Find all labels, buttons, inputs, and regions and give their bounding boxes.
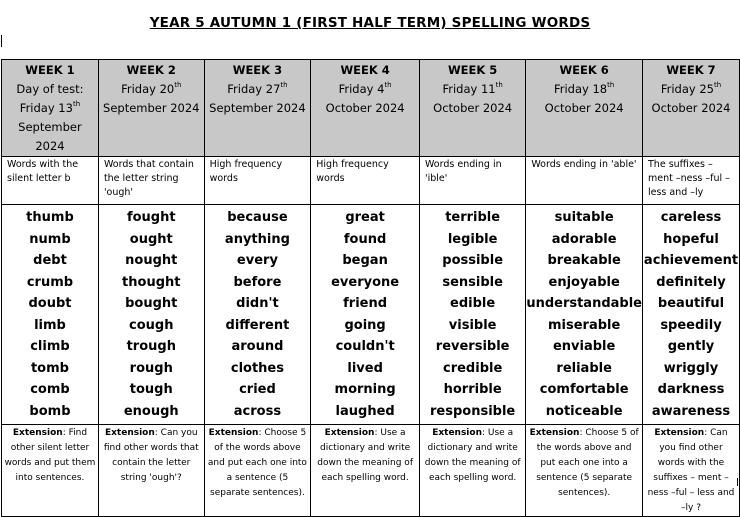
- date-text: September 2024: [103, 101, 200, 115]
- week-3-date-line: [205, 99, 311, 118]
- week-6-words: [526, 205, 643, 425]
- spelling-word: bought: [125, 296, 178, 311]
- spelling-word: because: [227, 210, 288, 225]
- spelling-word: reliable: [556, 360, 612, 376]
- week-1-words: [2, 205, 99, 425]
- spelling-word: darkness: [657, 382, 725, 397]
- week-7-words: [643, 205, 740, 425]
- extension-label: Extension: [208, 428, 259, 438]
- week-4-header: [311, 60, 420, 157]
- spelling-word: thumb: [26, 210, 74, 225]
- spelling-word: couldn't: [335, 339, 395, 354]
- spelling-word: miserable: [547, 317, 621, 333]
- spelling-word: awareness: [651, 403, 731, 419]
- spelling-word: ought: [129, 231, 173, 247]
- spelling-word: speedily: [660, 317, 722, 333]
- extension-label: Extension: [529, 428, 580, 438]
- date-text: October 2024: [433, 101, 513, 115]
- date-ordinal-suffix: th: [495, 81, 503, 89]
- week-2-date-line: [99, 99, 204, 118]
- spelling-word: fought: [126, 210, 176, 225]
- date-ordinal-suffix: th: [607, 81, 615, 89]
- spelling-word: credible: [443, 360, 503, 376]
- date-text: Friday 4: [338, 82, 385, 96]
- week-4-words: [311, 205, 420, 425]
- date-text: Friday 18: [553, 82, 608, 96]
- extension-text: : Find other silent letter words and put them into sentences.: [4, 428, 96, 483]
- week-1-date-line: [2, 118, 98, 156]
- week-7-header: [643, 60, 740, 157]
- week-6-rule: Words ending in 'able': [526, 157, 643, 205]
- spelling-word: laughed: [335, 403, 395, 419]
- week-header-row: [2, 60, 740, 157]
- spelling-word: limb: [34, 317, 66, 333]
- week-5-header: [419, 60, 525, 157]
- extension-text: : Choose 5 of the words above and put each one into a sentence (5 separate sentences).: [207, 428, 307, 498]
- spelling-word: different: [225, 317, 290, 333]
- spelling-word: visible: [448, 317, 497, 333]
- spelling-word: tough: [129, 382, 173, 397]
- date-text: October 2024: [651, 101, 731, 115]
- spelling-word: suitable: [554, 210, 614, 225]
- spelling-word: found: [343, 231, 387, 247]
- spelling-word: rough: [129, 360, 173, 376]
- week-4-date-line: [311, 80, 419, 99]
- week-7-date-line: [643, 80, 739, 99]
- week-4-rule: High frequency words: [311, 157, 420, 205]
- week-2-header: [98, 60, 204, 157]
- spelling-word: comfortable: [539, 382, 629, 397]
- spelling-word: breakable: [547, 253, 621, 268]
- extension-label: Extension: [654, 428, 705, 438]
- date-text: October 2024: [325, 101, 405, 115]
- week-7-label: WEEK 7: [666, 63, 716, 77]
- date-ordinal-suffix: th: [174, 81, 182, 89]
- extension-text: : Can you find other words with the suffixes – ment –ness –ful – less and –ly ?: [647, 428, 735, 513]
- date-ordinal-suffix: th: [713, 81, 722, 89]
- spelling-word: cough: [129, 317, 174, 333]
- spelling-word: trough: [126, 339, 176, 354]
- date-text: September 2024: [18, 120, 82, 153]
- spelling-word: tomb: [30, 360, 69, 376]
- week-5-label: WEEK 5: [447, 63, 498, 77]
- week-3-label: WEEK 3: [232, 63, 283, 77]
- spelling-word: nought: [125, 253, 178, 268]
- spelling-word: noticeable: [545, 403, 623, 419]
- spelling-word: didn't: [236, 296, 279, 311]
- spelling-word: thought: [122, 274, 181, 290]
- spelling-word: comb: [30, 382, 70, 397]
- spelling-word: cried: [239, 382, 276, 397]
- spelling-word: beautiful: [657, 296, 725, 311]
- week-6-extension: [526, 425, 643, 517]
- week-7-date-line: [643, 99, 739, 118]
- spelling-word: clothes: [230, 360, 284, 376]
- spelling-word: understandable: [526, 296, 642, 311]
- spelling-word: morning: [334, 382, 396, 397]
- week-6-date-line: [526, 99, 642, 118]
- spelling-table: [1, 59, 740, 517]
- spelling-word: sensible: [442, 274, 503, 290]
- week-1-label: WEEK 1: [25, 63, 75, 77]
- week-6-date-line: [526, 80, 642, 99]
- week-5-date-line: [420, 99, 525, 118]
- text-cursor-mark: [1, 35, 2, 47]
- date-text: Friday 11: [442, 82, 496, 96]
- date-text: Friday 25: [660, 82, 714, 96]
- week-7-extension: [643, 425, 740, 517]
- extension-label: Extension: [432, 428, 482, 438]
- extension-row: [2, 425, 740, 517]
- week-2-rule: Words that contain the letter string 'ough': [98, 157, 204, 205]
- extension-label: Extension: [12, 428, 63, 438]
- extension-text: : Use a dictionary and write down the meaning of each spelling word.: [317, 428, 413, 483]
- spelling-word: everyone: [331, 274, 400, 290]
- week-5-rule: Words ending in 'ible': [419, 157, 525, 205]
- spelling-word: before: [233, 274, 282, 290]
- week-1-rule: Words with the silent letter b: [2, 157, 99, 205]
- date-ordinal-suffix: th: [72, 100, 81, 108]
- week-5-extension: [419, 425, 525, 517]
- week-3-rule: High frequency words: [204, 157, 311, 205]
- week-3-date-line: [205, 80, 311, 99]
- week-3-words: [204, 205, 311, 425]
- spelling-word: began: [342, 253, 388, 268]
- date-text: Friday 13: [19, 101, 73, 115]
- week-1-extension: [2, 425, 99, 517]
- spelling-word: every: [236, 253, 278, 268]
- spelling-word: lived: [347, 360, 383, 376]
- spelling-word: climb: [30, 339, 70, 354]
- spelling-word: legible: [447, 231, 498, 247]
- page-title: YEAR 5 AUTUMN 1 (FIRST HALF TERM) SPELLING WORDS: [149, 15, 591, 31]
- date-text: Friday 20: [121, 82, 175, 96]
- spelling-word: bomb: [29, 403, 71, 419]
- spelling-word: numb: [29, 231, 71, 247]
- spelling-word: around: [231, 339, 284, 354]
- date-text: Day of test:: [16, 82, 84, 96]
- spelling-word: terrible: [445, 210, 501, 225]
- week-2-words: [98, 205, 204, 425]
- spelling-word: anything: [224, 231, 290, 247]
- extension-text: : Use a dictionary and write down the meaning of each spelling word.: [424, 428, 521, 483]
- week-3-extension: [204, 425, 311, 517]
- spelling-word: reversible: [435, 339, 510, 354]
- spelling-word: friend: [343, 296, 388, 311]
- week-4-date-line: [311, 99, 419, 118]
- spelling-word: definitely: [656, 274, 726, 290]
- date-ordinal-suffix: th: [280, 81, 288, 89]
- week-2-extension: [98, 425, 204, 517]
- spelling-word: achievement: [643, 253, 739, 268]
- date-text: September 2024: [209, 101, 306, 115]
- spelling-word: enviable: [552, 339, 616, 354]
- words-row: [2, 205, 740, 425]
- extension-label: Extension: [324, 428, 375, 438]
- week-5-words: [419, 205, 525, 425]
- spelling-word: great: [345, 210, 385, 225]
- week-4-label: WEEK 4: [340, 63, 390, 77]
- extension-text: : Can you find other words that contain the letter string 'ough'?: [103, 428, 199, 483]
- spelling-word: enjoyable: [548, 274, 620, 290]
- extension-text: : Choose 5 of the words above and put each one into a sentence (5 separate sentences).: [536, 428, 639, 498]
- spelling-word: edible: [450, 296, 496, 311]
- extension-label: Extension: [104, 428, 155, 438]
- spelling-word: doubt: [28, 296, 72, 311]
- spelling-word: across: [233, 403, 282, 419]
- spelling-word: responsible: [430, 403, 516, 419]
- spelling-word: hopeful: [663, 231, 719, 247]
- week-4-extension: [311, 425, 420, 517]
- week-2-label: WEEK 2: [126, 63, 176, 77]
- spelling-word: debt: [33, 253, 67, 268]
- rule-row: [2, 157, 740, 205]
- spelling-word: possible: [442, 253, 504, 268]
- spelling-word: crumb: [26, 274, 74, 290]
- week-7-rule: The suffixes –ment –ness –ful –less and –ly: [643, 157, 740, 205]
- spelling-word: careless: [660, 210, 722, 225]
- spelling-word: wriggly: [663, 360, 719, 376]
- week-2-date-line: [99, 80, 204, 99]
- edge-tick-mark: [737, 478, 738, 486]
- date-ordinal-suffix: th: [384, 81, 392, 89]
- week-6-header: [526, 60, 643, 157]
- week-1-header: [2, 60, 99, 157]
- week-5-date-line: [420, 80, 525, 99]
- week-3-header: [204, 60, 311, 157]
- week-1-date-line: [2, 80, 98, 99]
- week-1-date-line: [2, 99, 98, 118]
- date-text: October 2024: [544, 101, 624, 115]
- spelling-word: enough: [123, 403, 179, 419]
- date-text: Friday 27: [227, 82, 281, 96]
- week-6-label: WEEK 6: [559, 63, 609, 77]
- spelling-word: going: [344, 317, 386, 333]
- spelling-word: adorable: [551, 231, 617, 247]
- spelling-word: horrible: [443, 382, 502, 397]
- spelling-word: gently: [667, 339, 715, 354]
